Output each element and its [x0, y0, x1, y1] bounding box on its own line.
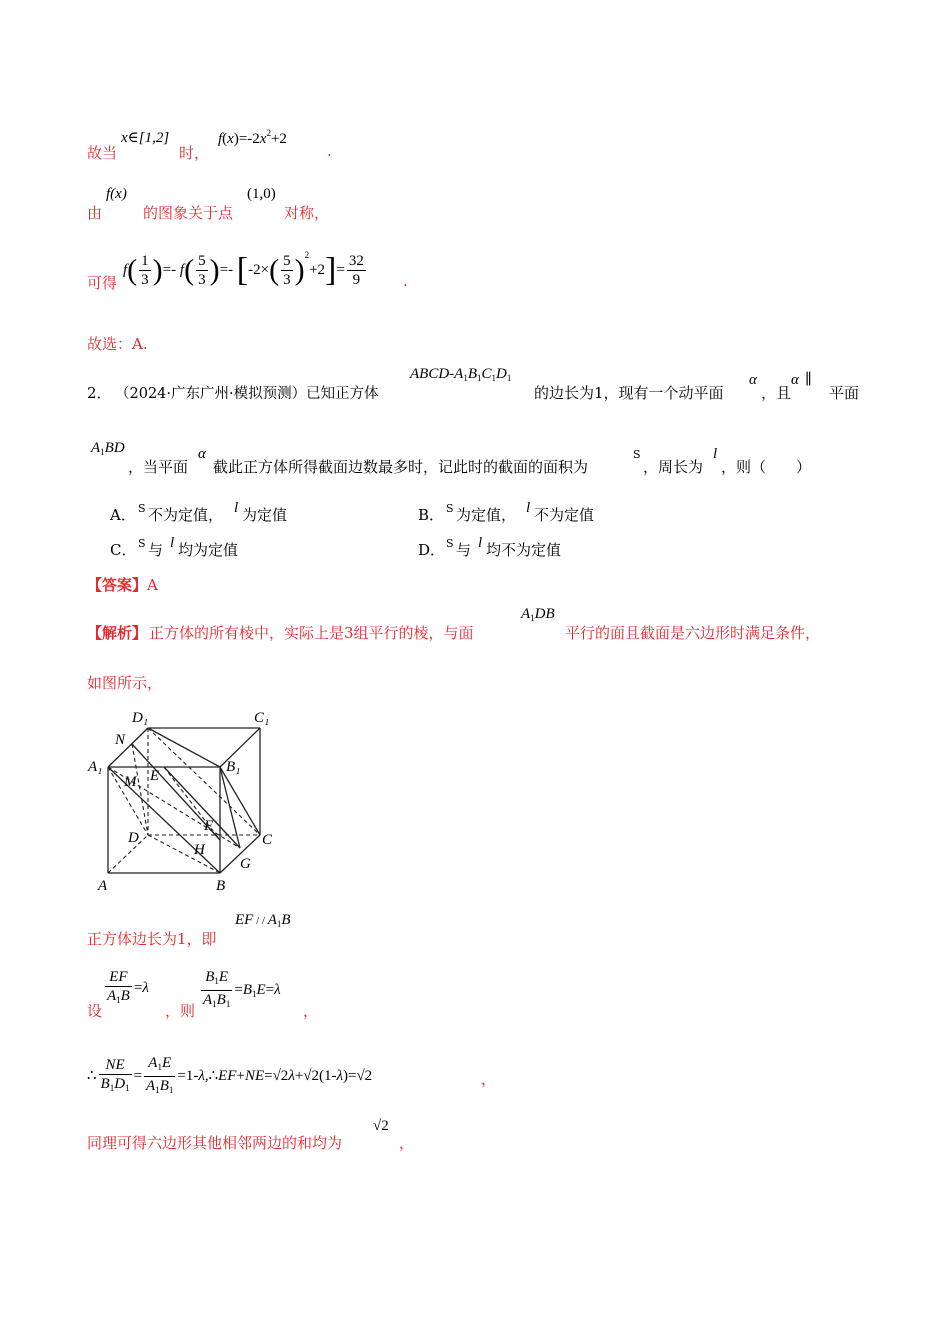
question-parallel: ∥ — [805, 372, 812, 388]
diag-d-b — [148, 835, 220, 873]
option-c-l: l — [170, 535, 175, 551]
question-part2: ，且 — [761, 384, 792, 402]
analysis-tag: 【解析】 — [87, 624, 148, 642]
label-m: M — [124, 774, 137, 790]
line2-point: (1,0) — [247, 186, 276, 202]
option-c-S: S — [138, 537, 146, 550]
analysis-face: $A_1DB$ — [521, 606, 555, 623]
line1-formula: $f(x)=-2x^2+2$ — [218, 128, 287, 147]
analysis-text3: 如图所示， — [87, 674, 163, 692]
line1-end: . — [327, 142, 332, 160]
option-a-S: S — [138, 502, 146, 515]
answer-line — [87, 574, 158, 595]
question-alpha-2: α — [791, 372, 799, 388]
question-part7: ，则（ ） — [721, 458, 812, 476]
label-f: F — [204, 818, 214, 834]
segment-b1-c — [220, 767, 260, 835]
line-4: 故选：A. — [87, 335, 148, 353]
label-e: E — [150, 768, 160, 784]
option-a-label: A． — [110, 506, 136, 524]
option-b[interactable] — [418, 502, 698, 524]
line1-mid: 时， — [179, 144, 210, 162]
option-d-text2: 均不为定值 — [486, 541, 562, 559]
line2-mid: 的图象关于点 — [143, 204, 234, 222]
line2-func: f(x) — [106, 186, 127, 202]
option-c-text2: 均为定值 — [178, 541, 239, 559]
label-d: D — [128, 830, 139, 846]
line5-relation: EF / / $A_1B$ — [235, 912, 291, 929]
question-plane: $A_1BD$ — [91, 440, 125, 457]
line6-sep: ，则 — [165, 1002, 196, 1020]
label-b1: B₁ — [226, 759, 241, 775]
option-b-label: B． — [418, 506, 445, 524]
option-d-l: l — [478, 535, 483, 551]
question-alpha-1: α — [749, 372, 757, 388]
label-c: C — [262, 832, 273, 848]
line2-end: 对称， — [284, 204, 330, 222]
line3-formula: f( $\frac{1}{3}$ )=- f( $\frac{5}{3}$ )=- [-2×( $\frac{5}{3}$ )$^2$+2]= $\frac{32}{9}$ — [123, 250, 364, 289]
option-a-text1: 不为定值， — [148, 506, 224, 524]
line7-formula: ∴ $\frac{NE}{B_1D_1}$ = $\frac{A_1E}{A_1B_1}$ =1-λ,∴EF+NE=√2λ+√2(1-λ)=√2 — [87, 1055, 373, 1095]
label-h: H — [194, 842, 205, 858]
line7-end: ， — [481, 1070, 497, 1088]
option-a[interactable] — [110, 502, 390, 524]
analysis-text1: 正方体的所有棱中，实际上是3组平行的棱，与面 — [149, 624, 474, 642]
label-b: B — [216, 878, 226, 894]
question-2 — [87, 366, 887, 486]
option-b-text2: 不为定值 — [534, 506, 595, 524]
diag-d1-b1 — [148, 728, 220, 767]
analysis-text2: 平行的面且截面是六边形时满足条件， — [565, 624, 821, 642]
segment-b1-g — [220, 767, 240, 848]
analysis-line — [87, 606, 887, 646]
label-g: G — [240, 856, 251, 872]
question-part5: 截此正方体所得截面边数最多时，记此时的截面的面积为 — [213, 458, 589, 476]
line6-formula1: $\frac{EF}{A_1B}$ =λ — [107, 969, 149, 1005]
line5-text: 正方体边长为1，即 — [87, 930, 217, 948]
line6-formula2: $\frac{B_1E}{A_1B_1}$ $=B_1E=\lambda$ — [203, 969, 281, 1009]
question-l: l — [713, 446, 718, 462]
answer-tag: 【答案】 — [87, 576, 148, 594]
line6-end: ， — [303, 1002, 319, 1020]
option-a-l: l — [234, 500, 239, 516]
line1-prefix: 故当 — [87, 144, 118, 162]
option-d-S: S — [446, 537, 454, 550]
line8-value: √2 — [373, 1118, 389, 1134]
option-a-text2: 为定值 — [242, 506, 288, 524]
line1-condition: x∈[1,2] — [121, 130, 170, 146]
option-c-text1: 与 — [148, 541, 164, 559]
line3-prefix: 可得 — [87, 274, 118, 292]
option-b-text1: 为定值， — [456, 506, 517, 524]
line6-prefix: 设 — [87, 1002, 103, 1020]
question-S: S — [633, 448, 641, 461]
label-n: N — [115, 732, 126, 748]
option-c-label: C． — [110, 541, 137, 559]
option-d-text1: 与 — [456, 541, 472, 559]
question-part4: ，当平面 — [128, 458, 189, 476]
line2-prefix: 由 — [87, 204, 103, 222]
label-a1: A₁ — [88, 759, 103, 775]
question-source: （2024·广东广州·模拟预测）已知正方体 — [115, 386, 379, 402]
option-b-l: l — [526, 500, 531, 516]
question-part1: 的边长为1，现有一个动平面 — [534, 384, 724, 402]
option-b-S: S — [446, 502, 454, 515]
label-a: A — [98, 878, 108, 894]
line3-end: . — [403, 272, 408, 290]
cube-figure — [80, 700, 300, 900]
option-d-label: D． — [418, 541, 446, 559]
question-part3: 平面 — [829, 384, 860, 402]
question-alpha-3: α — [198, 446, 206, 462]
question-part6: ，周长为 — [643, 458, 704, 476]
option-d[interactable] — [418, 537, 698, 559]
answer-value: A — [147, 576, 158, 594]
label-d1: D₁ — [132, 710, 149, 726]
option-c[interactable] — [110, 537, 390, 559]
line8-text: 同理可得六边形其他相邻两边的和均为 — [87, 1134, 343, 1152]
question-cube: ABCD-$A_1B_1C_1D_1$ — [410, 366, 512, 383]
question-number: 2． — [87, 384, 112, 402]
label-c1: C₁ — [254, 710, 270, 726]
line8-end: ， — [399, 1134, 415, 1152]
segment-e-g — [164, 767, 240, 848]
